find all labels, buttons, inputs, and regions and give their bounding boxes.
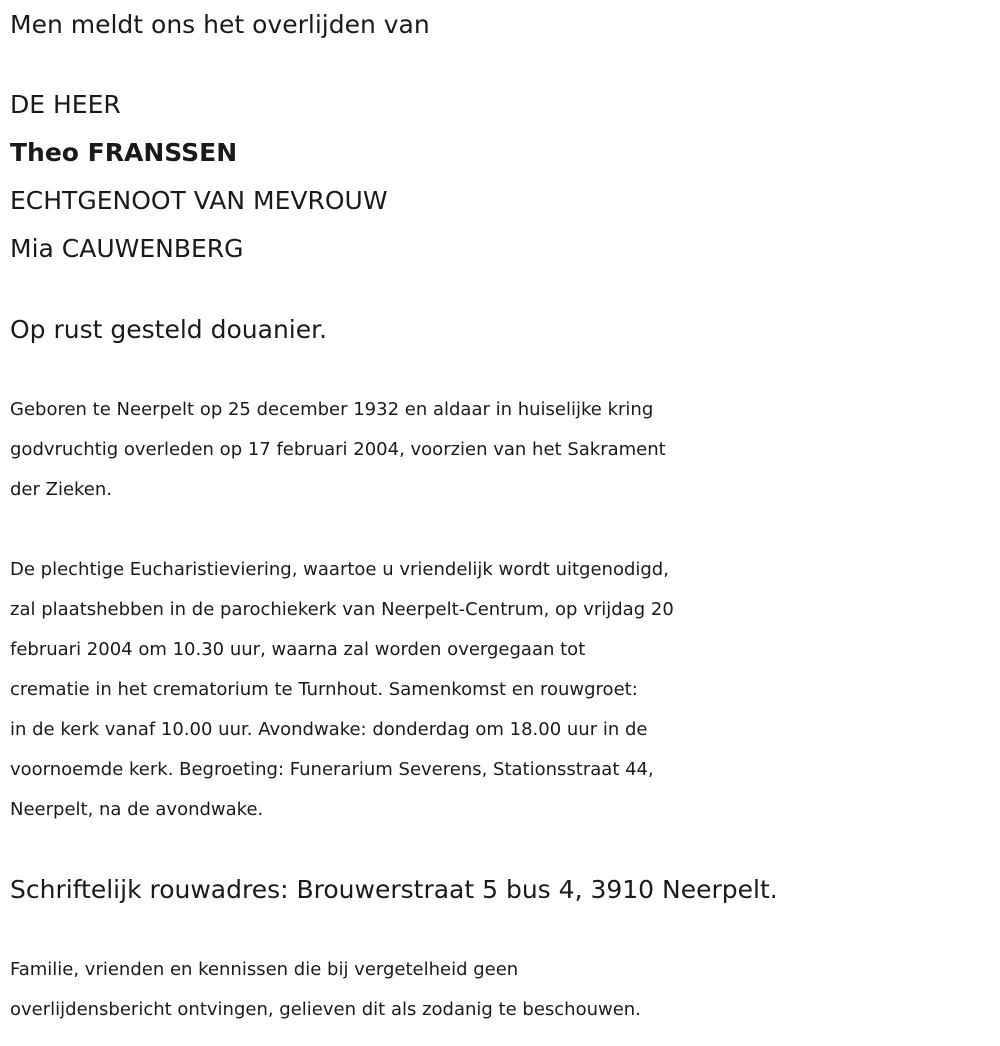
deceased-name: Theo FRANSSEN [10,138,238,167]
paragraph-line: voornoemde kerk. Begroeting: Funerarium Severens, Stationsstraat 44, [10,759,654,780]
paragraph-line: in de kerk vanaf 10.00 uur. Avondwake: donderdag om 18.00 uur in de [10,719,648,740]
mourning-address: Schriftelijk rouwadres: Brouwerstraat 5 bus 4, 3910 Neerpelt. [10,875,778,904]
spouse-title: ECHTGENOOT VAN MEVROUW [10,186,388,215]
birth-death-paragraph [10,390,992,510]
ceremony-paragraph [10,550,992,830]
family-paragraph [10,950,992,1030]
paragraph-line: Neerpelt, na de avondwake. [10,799,264,820]
paragraph-line: De plechtige Eucharistieviering, waartoe u vriendelijk wordt uitgenodigd, [10,559,669,580]
occupation-line: Op rust gesteld douanier. [10,315,328,344]
paragraph-line: crematie in het crematorium te Turnhout. Samenkomst en rouwgroet: [10,679,638,700]
paragraph-line: godvruchtig overleden op 17 februari 2004, voorzien van het Sakrament [10,439,666,460]
spouse-name: Mia CAUWENBERG [10,234,244,263]
paragraph-line: overlijdensbericht ontvingen, gelieven dit als zodanig te beschouwen. [10,999,641,1020]
intro-line: Men meldt ons het overlijden van [10,10,430,39]
honorific-title: DE HEER [10,90,121,119]
paragraph-line: Geboren te Neerpelt op 25 december 1932 en aldaar in huiselijke kring [10,399,654,420]
paragraph-line: februari 2004 om 10.30 uur, waarna zal worden overgegaan tot [10,639,586,660]
paragraph-line: zal plaatshebben in de parochiekerk van Neerpelt-Centrum, op vrijdag 20 [10,599,674,620]
paragraph-line: der Zieken. [10,479,113,500]
paragraph-line: Familie, vrienden en kennissen die bij vergetelheid geen [10,959,519,980]
